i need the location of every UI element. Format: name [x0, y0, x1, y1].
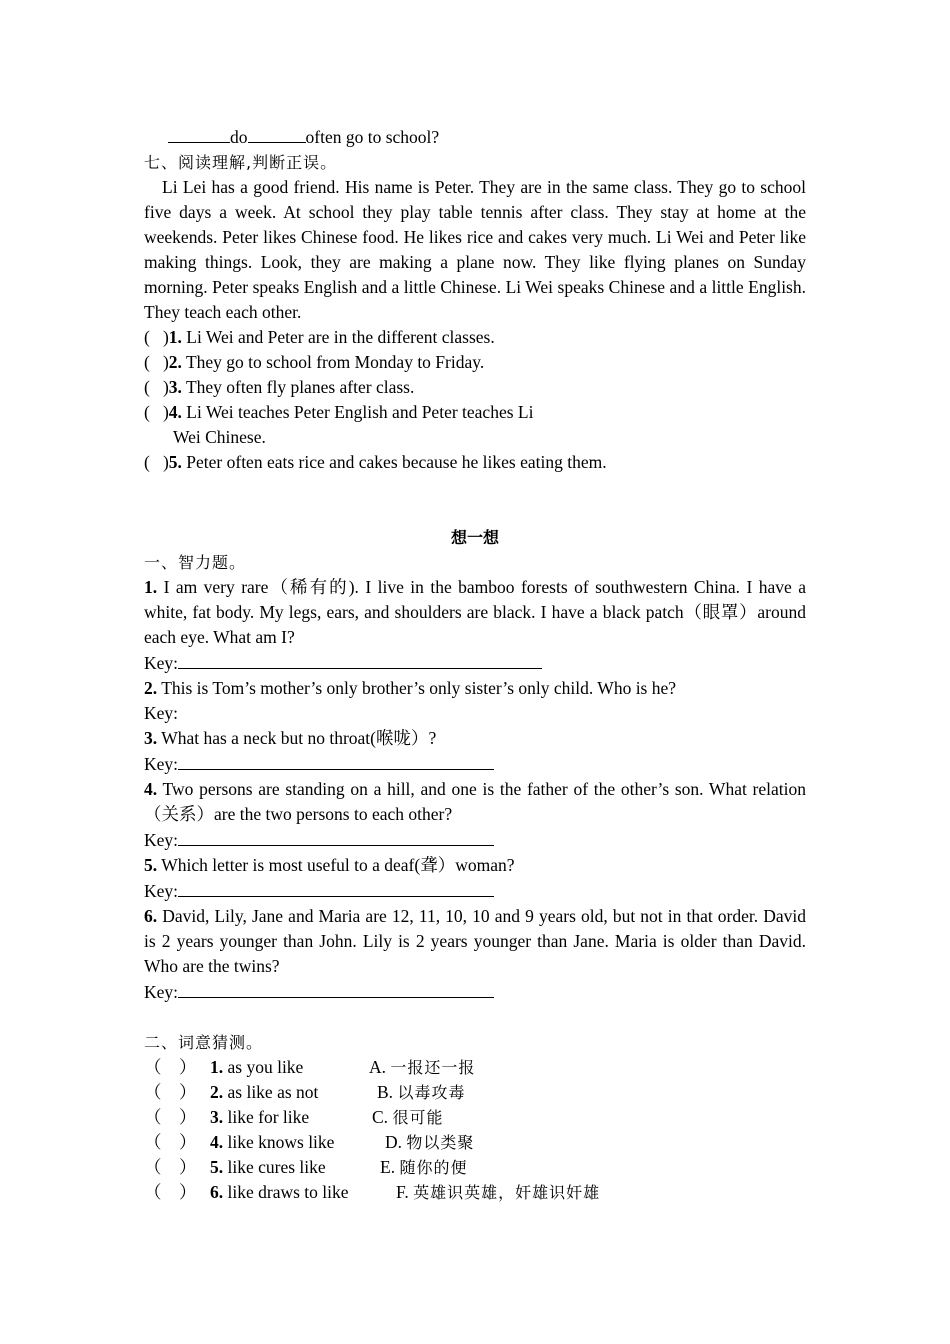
answer-paren[interactable]: （ ）: [144, 1132, 197, 1152]
item-text: Peter often eats rice and cakes because he likes eating them.: [186, 452, 607, 472]
section-heading: 七、阅读理解,判断正误。: [144, 153, 338, 172]
item-number: 1.: [210, 1057, 224, 1077]
phrase: as like as not: [227, 1082, 319, 1102]
tf-item: [144, 400, 806, 425]
riddle-question: [144, 904, 806, 979]
phrase: like for like: [227, 1107, 310, 1127]
option-letter: A.: [369, 1057, 387, 1077]
question-text: I am very rare（稀有的). I live in the bamboo forests of southwestern China. I have a white, fat body. My legs, ears, and shoulders are black. I have a black patch（眼罩）around each eye. What am I?: [144, 577, 807, 647]
item-text: They go to school from Monday to Friday.: [185, 352, 485, 372]
answer-blank[interactable]: [248, 124, 306, 143]
question-number: 6.: [144, 906, 158, 926]
reading-passage: Li Lei has a good friend. His name is Peter. They are in the same class. They go to school five days a week. At school they play table tennis after class. They stay at home at the weekends. Peter likes Chinese food. He likes rice and cakes very much. Li Wei and Peter like making things. Look, they are making a plane now. They like flying planes on Sunday morning. Peter speaks English and a little Chinese. Li Wei speaks Chinese and a little English. They teach each other.: [144, 177, 806, 322]
answer-line: [144, 701, 806, 726]
tf-item: [144, 350, 806, 375]
section-heading: 二、词意猜测。: [144, 1033, 264, 1052]
matching-row: [144, 1080, 806, 1105]
item-number: 4.: [210, 1132, 224, 1152]
item-number: 2.: [168, 352, 182, 372]
tf-item: [144, 375, 806, 400]
question-text: David, Lily, Jane and Maria are 12, 11, 10, 10 and 9 years old, but not in that order. David is 2 years younger than John. Lily is 2 years younger than Jane. Maria is older than David. Who are the twins?: [144, 906, 807, 976]
option-letter: D.: [385, 1132, 403, 1152]
answer-paren[interactable]: （ ）: [144, 1107, 197, 1127]
key-label: Key:: [144, 653, 179, 673]
key-label: Key:: [144, 982, 179, 1002]
option-letter: F.: [396, 1182, 409, 1202]
answer-paren[interactable]: ( ): [144, 402, 169, 422]
answer-blank[interactable]: [178, 650, 542, 669]
item-number: 1.: [168, 327, 182, 347]
key-label: Key:: [144, 881, 179, 901]
item-text: They often fly planes after class.: [185, 377, 415, 397]
riddle-question: [144, 853, 806, 878]
answer-paren[interactable]: （ ）: [144, 1182, 197, 1202]
phrase: as you like: [227, 1057, 304, 1077]
matching-row: [144, 1055, 806, 1080]
document-page: [144, 124, 806, 1205]
item-text-continued: Wei Chinese.: [173, 427, 266, 447]
riddle-question: [144, 575, 806, 650]
question-number: 5.: [144, 855, 158, 875]
key-label: Key:: [144, 754, 179, 774]
question-number: 4.: [144, 779, 158, 799]
answer-paren[interactable]: ( ): [144, 377, 169, 397]
answer-line: [144, 751, 806, 777]
matching-row: [144, 1155, 806, 1180]
answer-line: [144, 650, 806, 676]
phrase: like draws to like: [227, 1182, 349, 1202]
answer-paren[interactable]: （ ）: [144, 1057, 197, 1077]
option-letter: B.: [377, 1082, 394, 1102]
item-number: 5.: [210, 1157, 224, 1177]
item-number: 5.: [168, 452, 182, 472]
tf-item: [144, 450, 806, 475]
answer-paren[interactable]: （ ）: [144, 1082, 197, 1102]
fill-in-question: [144, 124, 806, 150]
question-text: This is Tom’s mother’s only brother’s only sister’s only child. Who is he?: [161, 678, 677, 698]
question-number: 3.: [144, 728, 158, 748]
answer-blank[interactable]: [178, 878, 494, 897]
meaning: 随你的便: [399, 1158, 468, 1177]
answer-blank[interactable]: [178, 827, 494, 846]
item-number: 3.: [168, 377, 182, 397]
answer-blank[interactable]: [168, 124, 230, 143]
question-text: What has a neck but no throat(喉咙）?: [161, 728, 437, 748]
item-text: Li Wei and Peter are in the different classes.: [186, 327, 495, 347]
answer-blank[interactable]: [178, 979, 494, 998]
answer-paren[interactable]: ( ): [144, 327, 169, 347]
option-letter: C.: [372, 1107, 389, 1127]
section-heading: 一、智力题。: [144, 553, 247, 572]
question-word: do: [230, 127, 248, 147]
answer-blank[interactable]: [178, 751, 494, 770]
answer-line: [144, 979, 806, 1005]
question-number: 1.: [144, 577, 158, 597]
answer-paren[interactable]: （ ）: [144, 1157, 197, 1177]
key-label: Key:: [144, 830, 179, 850]
section-title: 想一想: [450, 528, 499, 547]
answer-paren[interactable]: ( ): [144, 352, 169, 372]
question-text: Two persons are standing on a hill, and one is the father of the other’s son. What relation（关系）are the two persons to each other?: [144, 779, 806, 824]
matching-row: [144, 1130, 806, 1155]
answer-paren[interactable]: ( ): [144, 452, 169, 472]
meaning: 很可能: [392, 1108, 444, 1127]
key-label: Key:: [144, 703, 179, 723]
tf-item: [144, 325, 806, 350]
riddle-question: [144, 676, 806, 701]
item-text: Li Wei teaches Peter English and Peter teaches Li: [186, 402, 534, 422]
phrase: like cures like: [227, 1157, 326, 1177]
matching-row: [144, 1105, 806, 1130]
item-number: 3.: [210, 1107, 224, 1127]
question-number: 2.: [144, 678, 158, 698]
meaning: 以毒攻毒: [397, 1083, 466, 1102]
option-letter: E.: [380, 1157, 396, 1177]
riddle-question: [144, 726, 806, 751]
answer-line: [144, 827, 806, 853]
question-text: Which letter is most useful to a deaf(聋）woman?: [161, 855, 515, 875]
item-number: 4.: [168, 402, 182, 422]
answer-line: [144, 878, 806, 904]
item-number: 6.: [210, 1182, 224, 1202]
question-word: often go to school?: [305, 127, 440, 147]
item-number: 2.: [210, 1082, 224, 1102]
riddle-question: [144, 777, 806, 827]
matching-row: [144, 1180, 806, 1205]
meaning: 一报还一报: [390, 1058, 476, 1077]
meaning: 英雄识英雄，奸雄识奸雄: [413, 1183, 601, 1202]
phrase: like knows like: [227, 1132, 335, 1152]
meaning: 物以类聚: [406, 1133, 475, 1152]
